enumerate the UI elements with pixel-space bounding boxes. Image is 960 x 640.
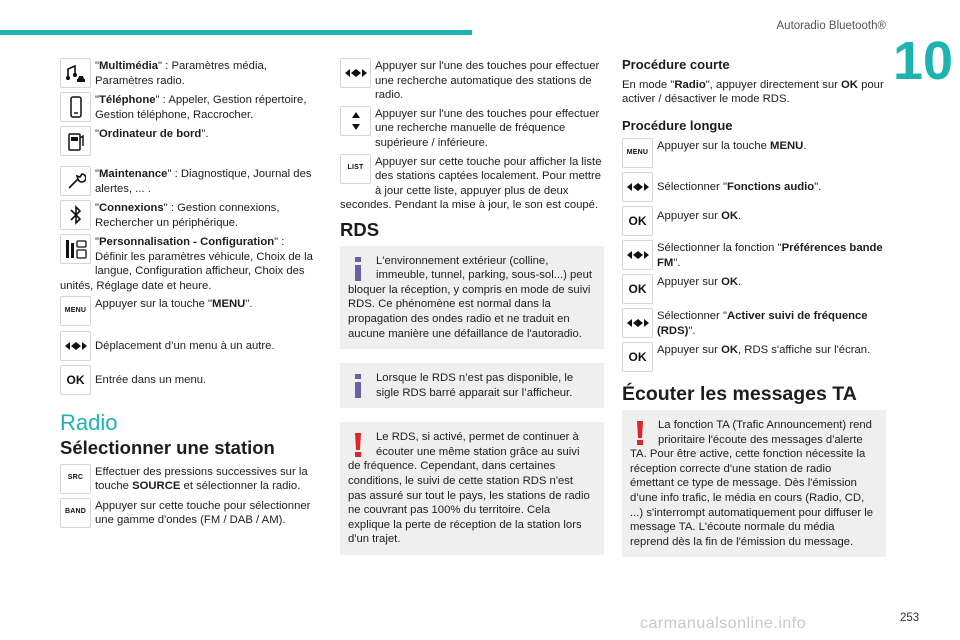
menu-item-desc: : Gestion connexions, Rechercher un périphérique.	[95, 202, 280, 229]
source-button[interactable]: SRC	[60, 464, 91, 494]
menu-button[interactable]: MENU	[60, 296, 91, 326]
ok-button[interactable]: OK	[60, 365, 91, 395]
menu-button[interactable]: MENU	[622, 138, 653, 168]
step-fm-preferences: Sélectionner la fonction "Préférences bande FM".	[622, 240, 886, 271]
step-audio-functions: Sélectionner "Fonctions audio".	[622, 172, 886, 203]
left-right-arrows-button[interactable]	[622, 172, 653, 202]
step-ok-2: OK Appuyer sur OK.	[622, 274, 886, 305]
menu-item-name: Multimédia	[99, 60, 159, 72]
ta-heading: Écouter les messages TA	[622, 383, 857, 406]
menu-item-desc: : Paramètres média, Paramètres radio.	[95, 60, 267, 87]
rds-heading: RDS	[340, 218, 380, 240]
menu-item-desc: : Diagnostique, Journal des alertes, ... .	[95, 168, 312, 195]
up-down-arrows-button[interactable]	[340, 106, 371, 136]
menu-item-maintenance: "Maintenance" : Diagnostique, Journal des alertes, ... .	[60, 166, 318, 197]
warning-icon	[630, 420, 650, 446]
source-row: SRC Effectuer des pressions successives sur la touche SOURCE et sélectionner la radio.	[60, 464, 318, 495]
menu-item-name: Connexions	[99, 202, 164, 214]
step-activate-rds: Sélectionner "Activer suivi de fréquence (RDS)".	[622, 308, 886, 339]
info-box-environment: L'environnement extérieur (colline, immeuble, tunnel, parking, sous-sol...) peut bloquer la réception, y compris en mode de suivi RDS. Ce phénomène est normal dans la propagation des ondes radio et ne traduit en aucune manière une défaillance de l'autoradio.	[340, 246, 604, 350]
left-right-arrows-button[interactable]	[622, 308, 653, 338]
menu-item-desc: : Appeler, Gestion répertoire, Gestion téléphone, Raccrocher.	[95, 94, 307, 121]
menu-item-multimedia: "Multimédia" : Paramètres média, Paramètres radio.	[60, 58, 318, 89]
watermark: carmanualsonline.info	[640, 615, 807, 632]
manual-search-row: Appuyer sur l'une des touches pour effectuer une recherche manuelle de fréquence supérieure / inférieure.	[340, 106, 604, 151]
ok-button[interactable]: OK	[622, 206, 653, 236]
info-box-rds-unavailable: Lorsque le RDS n’est pas disponible, le sigle RDS barré apparait sur l’afficheur.	[340, 363, 604, 408]
header-accent-bar	[0, 30, 472, 35]
menu-item-telephone: "Téléphone" : Appeler, Gestion répertoire, Gestion téléphone, Raccrocher.	[60, 92, 318, 123]
multimedia-icon	[60, 58, 91, 88]
short-procedure-text: En mode "Radio", appuyer directement sur OK pour activer / désactiver le mode RDS.	[622, 78, 884, 106]
menu-item-name: Maintenance	[99, 168, 168, 180]
left-right-arrows-button[interactable]	[60, 331, 91, 361]
band-button[interactable]: BAND	[60, 498, 91, 528]
menu-item-personnalisation: "Personnalisation - Configuration" : Définir les paramètres véhicule, Choix de la langue, Configuration afficheur, Choix des unités, Réglage date et heure.	[60, 236, 313, 292]
warning-box-ta: La fonction TA (Trafic Announcement) rend prioritaire l'écoute des messages d'alerte TA. Pour être active, cette fonction nécessite la réception correcte d'une station de radio émettant ce type de message. Dès l'émission d’une info trafic, le média en cours (Radio, CD, ...) s'interrompt automatiquement pour diffuser le message TA. L'écoute normale du média reprend dès la fin de l'émission du message.	[622, 410, 886, 557]
enter-menu-row: OK Entrée dans un menu.	[60, 365, 318, 396]
ok-button[interactable]: OK	[622, 342, 653, 372]
auto-search-row: Appuyer sur l'une des touches pour effectuer une recherche automatique des stations de radio.	[340, 58, 604, 103]
menu-item-connexions: "Connexions" : Gestion connexions, Rechercher un périphérique.	[60, 200, 318, 231]
phone-icon	[60, 92, 91, 122]
column-left	[60, 58, 318, 532]
select-station-heading: Sélectionner une station	[60, 436, 275, 458]
press-menu-row: MENU Appuyer sur la touche "MENU".	[60, 296, 318, 327]
left-right-arrows-button[interactable]	[622, 240, 653, 270]
menu-item-desc: .	[205, 128, 209, 140]
left-right-arrows-button[interactable]	[340, 58, 371, 88]
move-menu-row: Déplacement d’un menu à un autre.	[60, 331, 318, 362]
list-button[interactable]: LIST	[340, 154, 371, 184]
menu-item-trip-computer: "Ordinateur de bord".	[60, 126, 318, 157]
column-right	[622, 58, 886, 571]
info-icon	[348, 256, 368, 282]
step-final-ok: OK Appuyer sur OK, RDS s'affiche sur l'écran.	[622, 342, 886, 373]
warning-icon	[348, 432, 368, 458]
band-row: BAND Appuyer sur cette touche pour sélectionner une gamme d'ondes (FM / DAB / AM).	[60, 498, 318, 529]
personalisation-icon	[60, 234, 91, 264]
menu-item-name: Ordinateur de bord	[99, 128, 202, 140]
page-number: 253	[900, 612, 920, 624]
info-icon	[348, 373, 368, 399]
chapter-number: 10	[893, 31, 954, 91]
menu-item-desc: : Définir les paramètres véhicule, Choix de la langue, Configuration afficheur, Choix des unités, Réglage date et heure.	[60, 236, 313, 292]
warning-box-rds: Le RDS, si activé, permet de continuer à écouter une même station grâce au suivi de fréquence. Cependant, dans certaines conditions, le suivi de cette station RDS n'est pas assuré sur tout le pays, les stations de radio ne couvrant pas 100% du territoire. Cela explique la perte de réception de la station lors d'un trajet.	[340, 422, 604, 555]
section-title: Autoradio Bluetooth®	[776, 20, 886, 32]
short-procedure-heading: Procédure courte	[622, 57, 730, 72]
list-row: LIST Appuyer sur cette touche pour afficher la liste des stations captées localement. Pour mettre à jour cette liste, appuyer plus de deux secondes. Pendant la mise à jour, le son est coupé.	[340, 155, 602, 212]
radio-heading: Radio	[60, 410, 118, 436]
bluetooth-icon	[60, 200, 91, 230]
long-procedure-heading: Procédure longue	[622, 117, 733, 133]
ok-button[interactable]: OK	[622, 274, 653, 304]
trip-computer-icon	[60, 126, 91, 156]
step-ok-1: OK Appuyer sur OK.	[622, 206, 886, 237]
column-middle	[340, 58, 604, 569]
step-menu: MENU Appuyer sur la touche MENU.	[622, 138, 886, 169]
menu-item-name: Personnalisation - Configuration	[99, 236, 275, 248]
menu-item-name: Téléphone	[99, 94, 156, 106]
wrench-icon	[60, 166, 91, 196]
